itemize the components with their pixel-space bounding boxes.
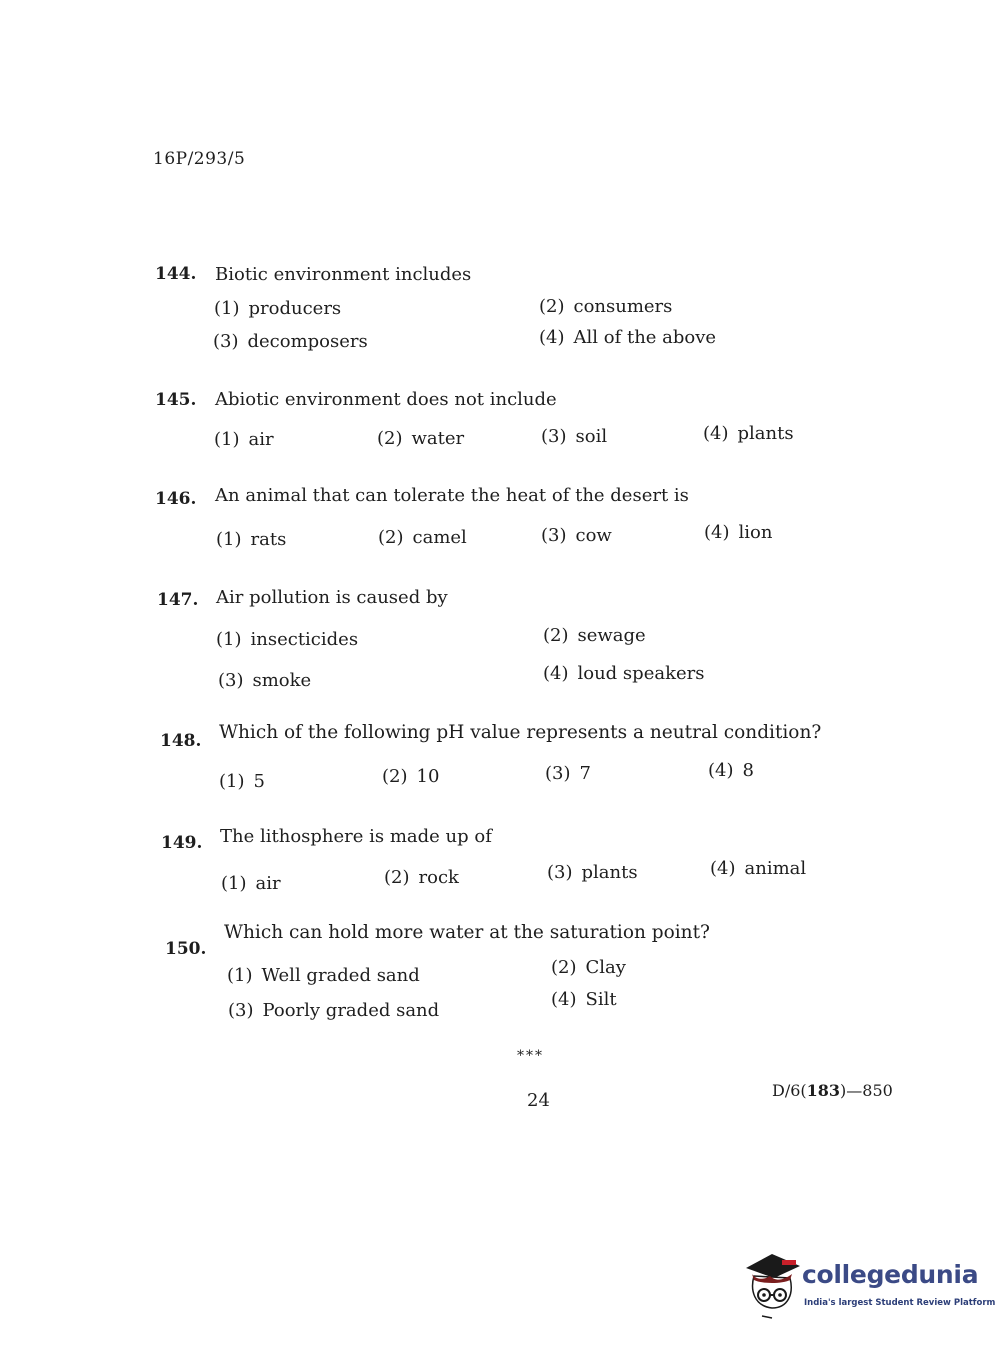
option-text: cow [575,525,612,546]
option-number: (1) [227,965,253,986]
option [378,527,467,548]
question-text: Abiotic environment does not include [215,389,557,410]
logo-wordmark: collegedunia [802,1260,979,1289]
option [377,428,464,449]
option [221,873,281,894]
option-number: (4) [551,989,577,1010]
option-text: loud speakers [577,663,705,684]
option-number: (4) [708,760,734,781]
option-number: (3) [545,763,571,784]
option-number: (3) [547,862,573,883]
option [213,331,368,352]
question-text: Which can hold more water at the saturation point? [224,922,710,943]
option [703,423,794,444]
question-number: 147. [157,590,199,610]
option-text: sewage [577,625,646,646]
option [545,763,591,784]
option [214,298,341,319]
print-code-prefix: D/6( [772,1081,807,1100]
option-text: 7 [579,763,591,784]
option [214,429,274,450]
option-number: (1) [216,629,242,650]
option-number: (3) [218,670,244,691]
option [708,760,754,781]
option-number: (2) [551,957,577,978]
option-text: air [248,429,274,450]
page-number: 24 [527,1090,550,1111]
question-text: Which of the following pH value represents a neutral condition? [219,722,822,743]
question-text: The lithosphere is made up of [220,826,492,847]
option [541,426,607,447]
print-code-bold: 183 [806,1081,841,1100]
option [539,296,672,317]
question-number: 145. [155,390,197,410]
option-text: lion [738,522,773,543]
question-number: 150. [165,939,207,959]
option-number: (3) [213,331,239,352]
option [227,965,420,986]
option [216,529,286,550]
option-text: All of the above [573,327,717,348]
option [551,957,626,978]
option-text: air [255,873,281,894]
option-number: (3) [228,1000,254,1021]
option-text: rock [418,867,459,888]
question-number: 146. [155,489,197,509]
option-text: plants [737,423,794,444]
option-number: (1) [214,429,240,450]
option-number: (1) [214,298,240,319]
option [551,989,617,1010]
question-text: Air pollution is caused by [216,587,448,608]
option-number: (4) [710,858,736,879]
option-number: (2) [377,428,403,449]
option-text: 10 [416,766,440,787]
option-text: 5 [253,771,265,792]
option [382,766,439,787]
option [384,867,459,888]
question-number: 149. [161,833,203,853]
option [228,1000,439,1021]
option-text: plants [581,862,638,883]
option-number: (3) [541,525,567,546]
option-text: soil [575,426,608,447]
print-code [772,1081,893,1100]
option-text: 8 [742,760,754,781]
print-code-suffix: )—850 [840,1081,893,1100]
option-number: (1) [216,529,242,550]
option-number: (4) [543,663,569,684]
question-text: Biotic environment includes [215,264,472,285]
option [543,625,646,646]
paper-code: 16P/293/5 [153,149,246,169]
option-text: Well graded sand [261,965,420,986]
option-number: (1) [221,873,247,894]
option-text: Clay [585,957,626,978]
option-text: producers [248,298,342,319]
option-number: (4) [539,327,565,348]
option-text: smoke [252,670,312,691]
collegedunia-logo [742,1250,996,1320]
option-number: (2) [543,625,569,646]
option [543,663,704,684]
option-text: insecticides [250,629,359,650]
option-number: (3) [541,426,567,447]
option [219,771,265,792]
option-number: (1) [219,771,245,792]
option-text: camel [412,527,467,548]
option-number: (2) [384,867,410,888]
option-number: (2) [539,296,565,317]
option [218,670,311,691]
option-number: (4) [703,423,729,444]
option-text: animal [744,858,807,879]
option-text: rats [250,529,287,550]
option [547,862,638,883]
option-number: (2) [378,527,404,548]
end-stars: *** [517,1048,544,1064]
option-number: (2) [382,766,408,787]
option [541,525,612,546]
option [710,858,806,879]
option-text: decomposers [247,331,368,352]
logo-tagline: India's largest Student Review Platform [804,1298,996,1308]
option-text: consumers [573,296,673,317]
option-text: Silt [585,989,617,1010]
option-number: (4) [704,522,730,543]
question-number: 148. [160,731,202,751]
option [704,522,772,543]
option-text: water [411,428,465,449]
option [216,629,358,650]
question-text: An animal that can tolerate the heat of the desert is [215,485,689,506]
mascot-icon [742,1250,804,1320]
option-text: Poorly graded sand [262,1000,440,1021]
option [539,327,716,348]
question-number: 144. [155,264,197,284]
